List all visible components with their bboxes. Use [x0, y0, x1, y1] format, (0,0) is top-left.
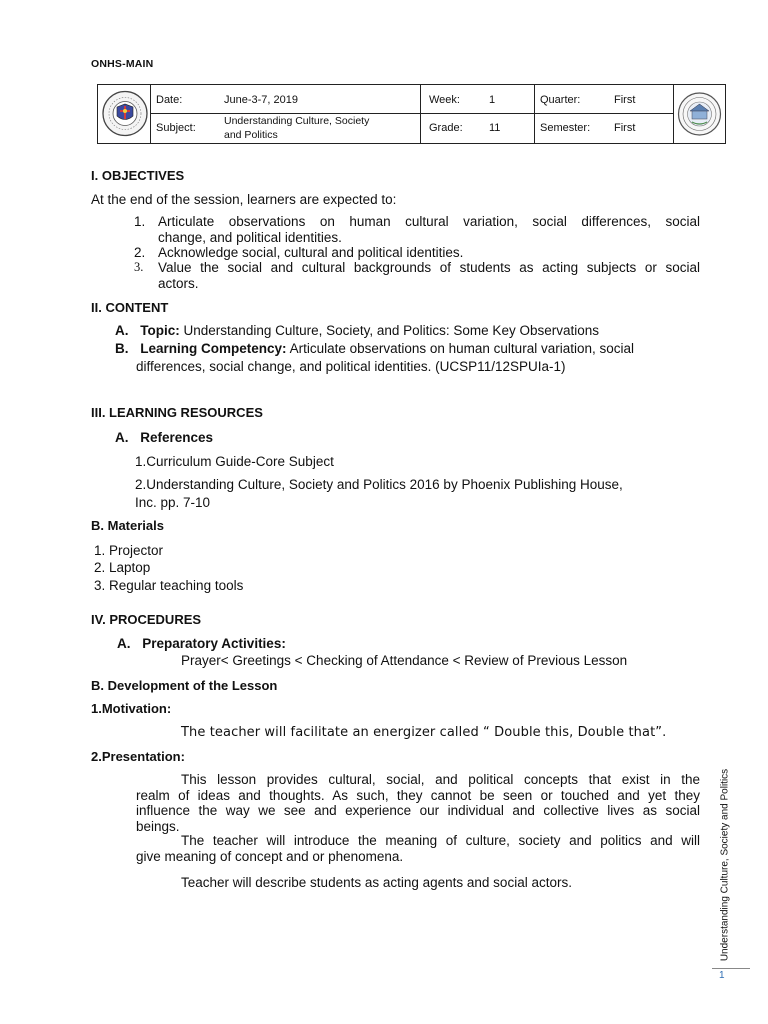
side-running-title: Understanding Culture, Society and Politics — [719, 768, 731, 962]
objective-item-2: 2. Acknowledge social, cultural and political identities. — [134, 245, 464, 260]
header-table — [97, 84, 726, 144]
date-value: June-3-7, 2019 — [224, 94, 298, 106]
motivation-text: The teacher will facilitate an energizer called “ Double this, Double that”. — [181, 725, 667, 740]
material-item-2: 2. Laptop — [94, 560, 151, 575]
presentation-paragraph-1: This lesson provides cultural, social, and political concepts that exist in the realm of ideas and thoughts. As such, they cannot be seen or touched and yet they influence the way we see and experience our individual and collective lives as social beings. — [136, 772, 700, 834]
reference-2-line2: Inc. pp. 7-10 — [135, 495, 211, 510]
resources-heading: III. LEARNING RESOURCES — [91, 405, 263, 420]
material-item-1: 1. Projector — [94, 543, 164, 558]
objective-number: 1. — [134, 214, 146, 229]
presentation-heading: 2.Presentation: — [91, 749, 185, 764]
page-number: 1 — [719, 970, 725, 981]
competency-text: Articulate observations on human cultural variation, social — [289, 341, 634, 356]
quarter-value: First — [614, 94, 636, 106]
week-label: Week: — [429, 94, 460, 106]
date-label: Date: — [156, 94, 183, 106]
subject-value-line2: and Politics — [224, 129, 278, 141]
school-name: ONHS-MAIN — [91, 58, 154, 70]
school-seal-logo — [677, 89, 722, 139]
week-value: 1 — [489, 94, 496, 106]
objective-number: 2. — [134, 245, 146, 260]
competency-text-2: differences, social change, and political identities. (UCSP11/12SPUIa-1) — [136, 359, 566, 374]
development-heading: B. Development of the Lesson — [91, 678, 278, 693]
semester-label: Semester: — [540, 122, 591, 134]
objectives-heading: I. OBJECTIVES — [91, 168, 185, 183]
deped-seal-logo — [101, 87, 149, 140]
grade-label: Grade: — [429, 122, 463, 134]
presentation-paragraph-3: Teacher will describe students as acting agents and social actors. — [181, 875, 572, 890]
references-heading: A. References — [115, 430, 214, 445]
subject-value-line1: Understanding Culture, Society — [224, 115, 370, 127]
subject-label: Subject: — [156, 122, 196, 134]
procedures-heading: IV. PROCEDURES — [91, 612, 202, 627]
semester-value: First — [614, 122, 636, 134]
objectives-intro: At the end of the session, learners are expected to: — [91, 192, 397, 207]
material-item-3: 3. Regular teaching tools — [94, 578, 244, 593]
content-competency: B. Learning Competency: Articulate observations on human cultural variation, social — [115, 341, 634, 356]
topic-label: Topic: — [140, 323, 180, 338]
objective-item-1: 1. Articulate observations on human cultural variation, social differences, social change, and political identities. — [134, 214, 700, 245]
motivation-heading: 1.Motivation: — [91, 701, 172, 716]
reference-2-line1: 2.Understanding Culture, Society and Politics 2016 by Phoenix Publishing House, — [135, 477, 623, 492]
materials-heading: B. Materials — [91, 518, 164, 533]
content-topic: A. Topic: Understanding Culture, Society, and Politics: Some Key Observations — [115, 323, 599, 338]
quarter-label: Quarter: — [540, 94, 581, 106]
topic-text: Understanding Culture, Society, and Politics: Some Key Observations — [183, 323, 599, 338]
objective-number: 3. — [134, 260, 144, 274]
content-heading: II. CONTENT — [91, 300, 169, 315]
grade-value: 11 — [489, 122, 501, 134]
preparatory-text: Prayer< Greetings < Checking of Attendance < Review of Previous Lesson — [181, 653, 628, 668]
page-number-rule — [712, 968, 750, 969]
preparatory-heading: A. Preparatory Activities: — [117, 636, 286, 651]
reference-1: 1.Curriculum Guide-Core Subject — [135, 454, 334, 469]
objective-item-3: 3. Value the social and cultural backgrounds of students as acting subjects or social actors. — [134, 260, 700, 291]
presentation-paragraph-2: The teacher will introduce the meaning of culture, society and politics and will give meaning of concept and or phenomena. — [136, 833, 700, 864]
competency-label: Learning Competency: — [140, 341, 287, 356]
